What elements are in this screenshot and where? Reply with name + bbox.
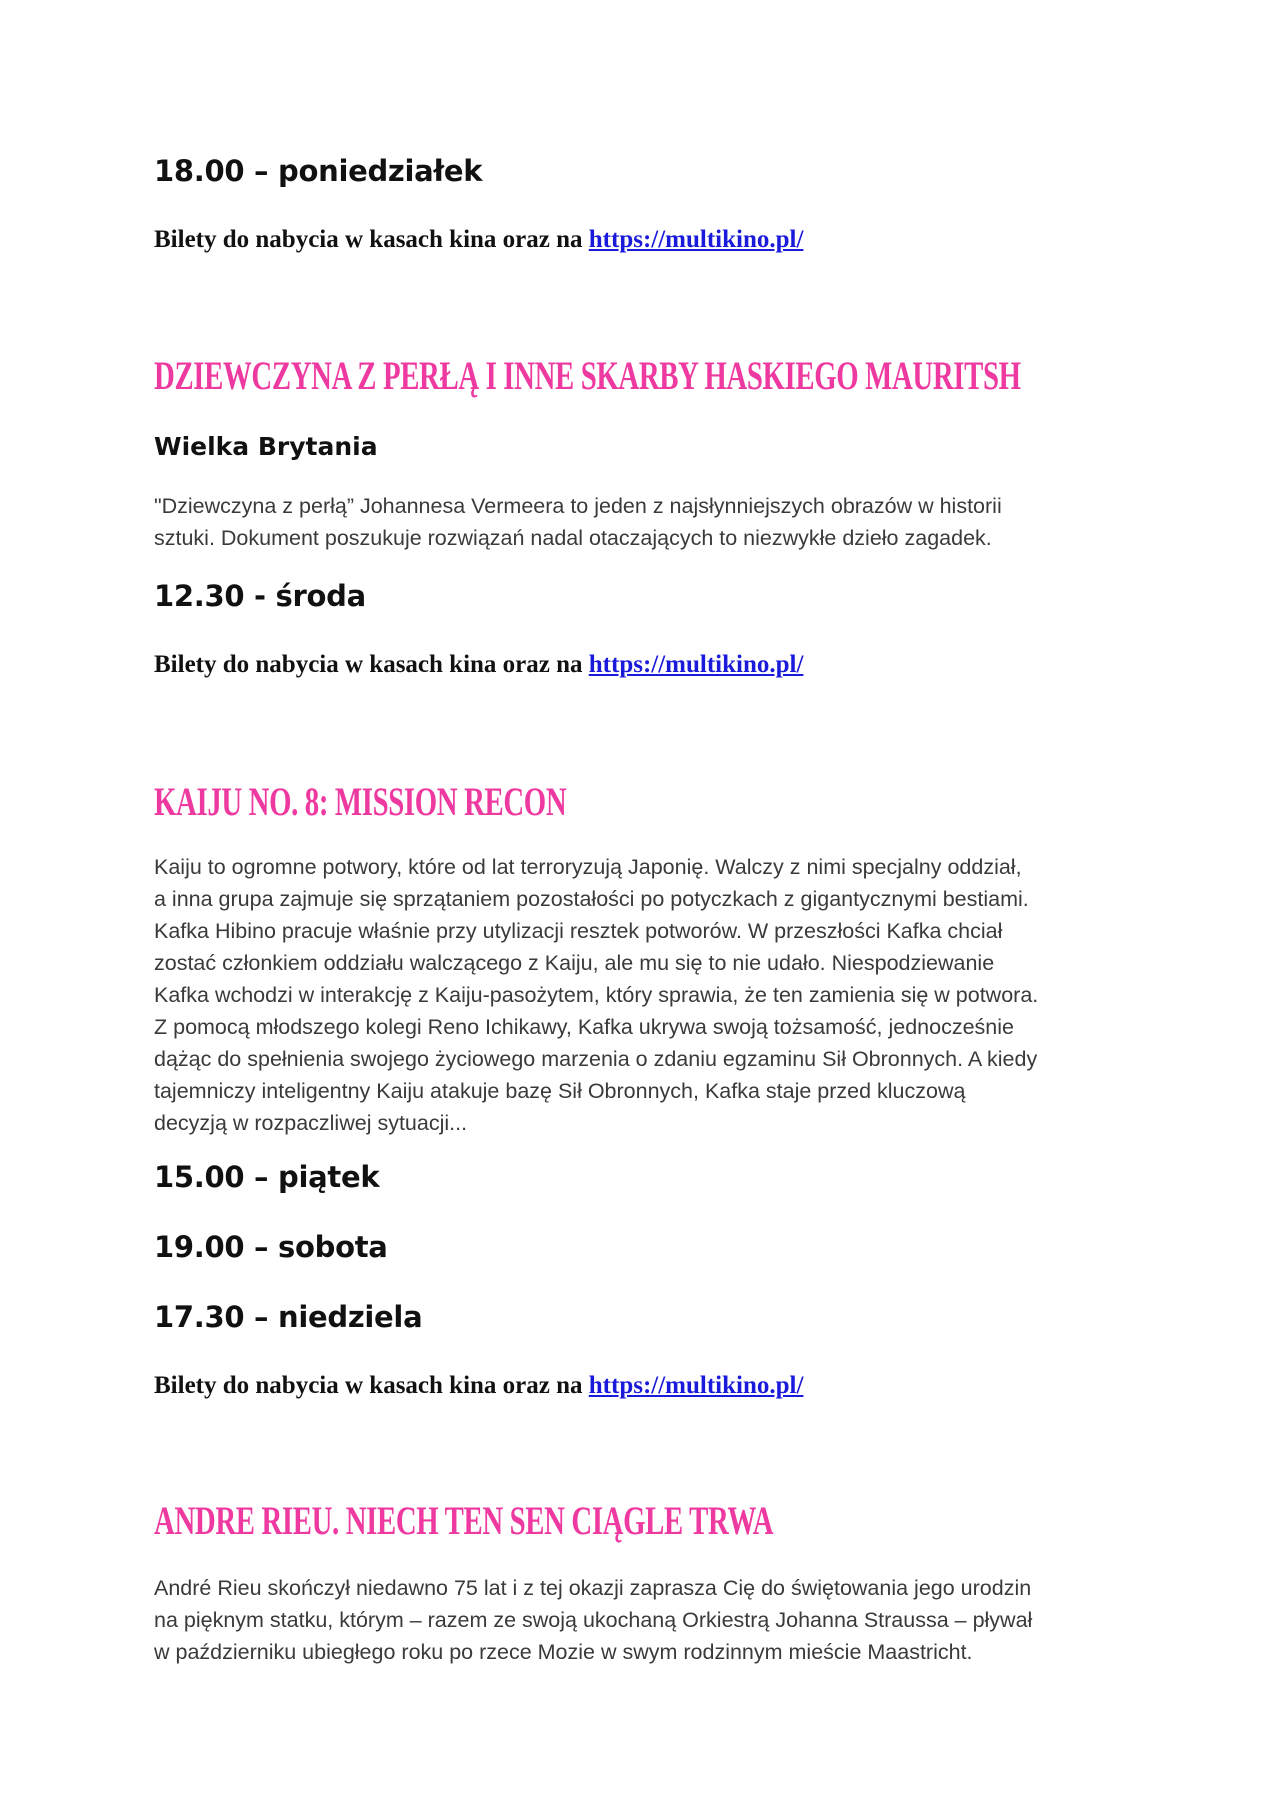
film-title: ANDRE RIEU. NIECH TEN SEN CIĄGLE TRWA	[154, 1498, 774, 1543]
showtime: 19.00 – sobota	[154, 1230, 388, 1264]
film-description	[154, 490, 1002, 554]
multikino-link[interactable]: https://multikino.pl/	[588, 1372, 804, 1399]
multikino-link[interactable]: https://multikino.pl/	[588, 226, 804, 253]
film-title: DZIEWCZYNA Z PERŁĄ I INNE SKARBY HASKIEGO MAURITSH	[154, 353, 1021, 398]
description-line: "Dziewczyna z perłą” Johannesa Vermeera to jeden z najsłynniejszych obrazów w historii	[154, 494, 1002, 518]
film-country: Wielka Brytania	[154, 432, 378, 461]
description-line: a inna grupa zajmuje się sprzątaniem pozostałości po potyczkach z gigantycznymi bestiami.	[154, 887, 1029, 911]
description-line: tajemniczy inteligentny Kaiju atakuje bazę Sił Obronnych, Kafka staje przed kluczową	[154, 1079, 966, 1103]
tickets-text: Bilety do nabycia w kasach kina oraz na	[154, 651, 589, 678]
description-line: sztuki. Dokument poszukuje rozwiązań nadal otaczających to niezwykłe dzieło zagadek.	[154, 526, 992, 550]
description-line: zostać członkiem oddziału walczącego z Kaiju, ale mu się to nie udało. Niespodziewanie	[154, 951, 995, 975]
showtime: 15.00 – piątek	[154, 1160, 380, 1194]
description-line: decyzją w rozpaczliwej sytuacji...	[154, 1111, 468, 1135]
tickets-info	[154, 226, 803, 254]
multikino-link[interactable]: https://multikino.pl/	[588, 651, 804, 678]
description-line: dążąc do spełnienia swojego życiowego marzenia o zdaniu egzaminu Sił Obronnych. A kiedy	[154, 1047, 1038, 1071]
tickets-info	[154, 651, 803, 679]
description-line: Kafka Hibino pracuje właśnie przy utylizacji resztek potworów. W przeszłości Kafka chciał	[154, 919, 1003, 943]
description-line: André Rieu skończył niedawno 75 lat i z tej okazji zaprasza Cię do świętowania jego urodzin	[154, 1576, 1032, 1600]
showtime: 12.30 - środa	[154, 579, 366, 613]
showtime: 17.30 – niedziela	[154, 1300, 423, 1334]
tickets-text: Bilety do nabycia w kasach kina oraz na	[154, 226, 589, 253]
description-line: na pięknym statku, którym – razem ze swoją ukochaną Orkiestrą Johanna Straussa – pływał	[154, 1608, 1033, 1632]
tickets-info	[154, 1372, 803, 1400]
description-line: Kafka wchodzi w interakcję z Kaiju-pasożytem, który sprawia, że ten zamienia się w potwora.	[154, 983, 1039, 1007]
description-line: Kaiju to ogromne potwory, które od lat terroryzują Japonię. Walczy z nimi specjalny oddział,	[154, 855, 1022, 879]
tickets-text: Bilety do nabycia w kasach kina oraz na	[154, 1372, 589, 1399]
description-line: w październiku ubiegłego roku po rzece Mozie w swym rodzinnym mieście Maastricht.	[154, 1640, 973, 1664]
film-description	[154, 1572, 1032, 1668]
film-title: KAIJU NO. 8: MISSION RECON	[154, 779, 567, 824]
showtime: 18.00 – poniedziałek	[154, 154, 483, 188]
film-description	[154, 851, 1038, 1139]
description-line: Z pomocą młodszego kolegi Reno Ichikawy, Kafka ukrywa swoją tożsamość, jednocześnie	[154, 1015, 1014, 1039]
